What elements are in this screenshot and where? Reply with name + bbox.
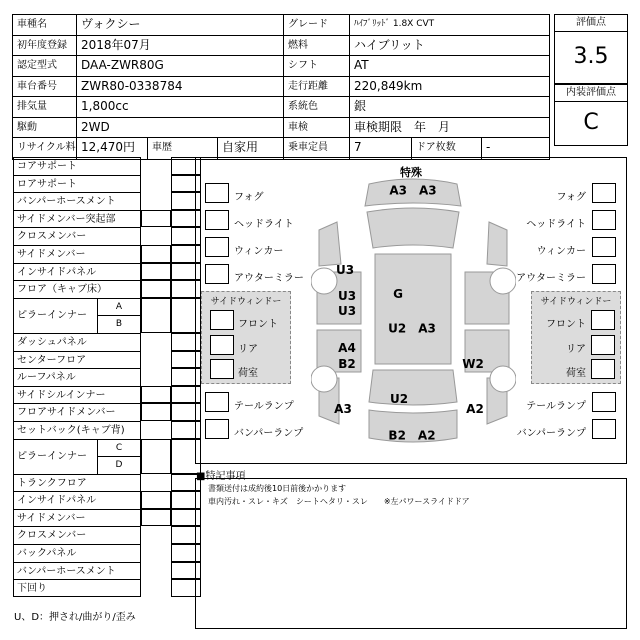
frame-item-label: センターフロア: [13, 351, 141, 369]
side-window-right-rear-label: リア: [566, 344, 586, 355]
first-registration-value: 2018年07月: [77, 36, 284, 56]
right-front-wheel: [490, 268, 516, 294]
mirror-left-checkbox[interactable]: [205, 264, 229, 284]
side-window-left-front-checkbox[interactable]: [210, 310, 234, 330]
frame-row: [13, 210, 190, 228]
frame-item-label: ピラーインナー: [13, 439, 98, 474]
side-window-left-title: サイドウィンドー: [210, 297, 282, 307]
inspection-label: 車検: [284, 118, 350, 138]
grade-value: ﾊｲﾌﾞﾘｯﾄﾞ 1.8X CVT: [354, 19, 435, 29]
winker-right-checkbox[interactable]: [592, 237, 616, 257]
recycle-fee-label: リサイクル料: [13, 138, 77, 159]
first-registration-label: 初年度登録: [13, 36, 77, 56]
fuel-label: 燃料: [284, 36, 350, 56]
rating-box: [554, 14, 628, 84]
interior-rating-value: C: [583, 110, 599, 135]
mark-rear-bumper: B2 A2: [388, 428, 436, 443]
taillamp-right-checkbox[interactable]: [592, 392, 616, 412]
left-front-wheel: [311, 268, 337, 294]
bumperlamp-right-checkbox[interactable]: [592, 419, 616, 439]
frame-item-label: セットバック(キャブ背): [13, 421, 141, 439]
inspection-value: 車検期限 年 月: [354, 119, 451, 134]
info-row: [13, 97, 549, 118]
side-window-right-rear-checkbox[interactable]: [591, 335, 615, 355]
frame-check-box-left[interactable]: [141, 245, 171, 263]
frame-item-label: ロアサポート: [13, 175, 141, 193]
mark-rear-hatch: U2: [389, 392, 409, 406]
mark-right-rear-quarter: A2: [466, 402, 484, 416]
rating-value: 3.5: [573, 44, 609, 69]
frame-row: [13, 351, 190, 369]
winker-right-label: ウィンカー: [536, 246, 586, 257]
frame-item-label: クロスメンバー: [13, 227, 141, 245]
fuel-value: ハイブリット: [354, 37, 425, 52]
car-diagram: [195, 157, 627, 464]
frame-item-label: コアサポート: [13, 157, 141, 175]
mark-left-front-door-1: U3: [337, 289, 357, 303]
mark-right-rear-door: W2: [462, 357, 484, 371]
capacity-label: 乗車定員: [284, 138, 350, 159]
vehicle-info-table: [12, 14, 550, 160]
mirror-left-label: アウターミラー: [234, 273, 304, 284]
notes-title: ■特記事項: [196, 471, 246, 482]
frame-item-label: サイドシルインナー: [13, 386, 141, 404]
right-front-fender-panel: [487, 222, 507, 266]
mark-left-rear-door-2: B2: [338, 357, 356, 371]
notes-box: [195, 478, 627, 629]
mirror-right-checkbox[interactable]: [592, 264, 616, 284]
mileage-label: 走行距離: [284, 77, 350, 97]
frame-check-box-left[interactable]: [141, 263, 171, 281]
frame-check-box-left[interactable]: [141, 439, 171, 474]
frame-item-label: ピラーインナー: [13, 298, 98, 333]
history-label: 車歴: [148, 138, 218, 159]
taillamp-left-label: テールランプ: [234, 401, 294, 412]
info-row: [13, 36, 549, 57]
side-window-right-panel: [531, 291, 621, 384]
frame-row: [13, 333, 190, 351]
side-window-right-cargo-checkbox[interactable]: [591, 359, 615, 379]
pillar-sub-b: B: [98, 315, 141, 333]
frame-check-box-left[interactable]: [141, 509, 171, 527]
displacement-label: 排気量: [13, 97, 77, 117]
frame-item-label: サイドメンバー: [13, 245, 141, 263]
frame-item-label: フロアサイドメンバー: [13, 403, 141, 421]
frame-item-label: 下回り: [13, 579, 141, 597]
frame-item-label: ルーフパネル: [13, 368, 141, 386]
info-row: [13, 77, 549, 98]
side-window-left-cargo-label: 荷室: [238, 368, 258, 379]
left-rear-wheel: [311, 366, 337, 392]
info-row: [13, 56, 549, 77]
mark-left-rear-quarter: A3: [334, 402, 352, 416]
winker-left-label: ウィンカー: [234, 246, 284, 257]
frame-inspection-table: [13, 157, 190, 597]
headlight-left-checkbox[interactable]: [205, 210, 229, 230]
frame-row: [13, 403, 190, 421]
frame-row: [13, 474, 190, 492]
taillamp-left-checkbox[interactable]: [205, 392, 229, 412]
frame-row: [13, 245, 190, 263]
chassis-number-label: 車台番号: [13, 77, 77, 97]
windshield-panel: [367, 208, 459, 248]
frame-item-label: サイドメンバー: [13, 509, 141, 527]
bumperlamp-left-label: バンパーランプ: [234, 428, 304, 439]
frame-check-box-left[interactable]: [141, 491, 171, 509]
frame-row: [13, 526, 190, 544]
roof-panel: [375, 254, 451, 364]
info-row: [13, 118, 549, 139]
interior-rating-box: [554, 84, 628, 146]
color-value: 銀: [354, 99, 367, 113]
fog-right-label: フォグ: [556, 192, 586, 203]
frame-item-label: サイドメンバー突起部: [13, 210, 141, 228]
bumperlamp-right-label: バンパーランプ: [516, 428, 586, 439]
drive-label: 駆動: [13, 118, 77, 138]
history-value: 自家用: [218, 138, 284, 159]
certified-type-label: 認定型式: [13, 56, 77, 76]
interior-rating-label: 内装評価点: [555, 85, 627, 102]
frame-item-label: インサイドパネル: [13, 263, 141, 281]
model-label: 車種名: [13, 15, 77, 35]
mark-left-front-fender: U3: [335, 263, 355, 277]
frame-row: [13, 579, 190, 597]
side-window-left-panel: [201, 291, 291, 384]
frame-item-label: フロア（キャブ床）: [13, 280, 141, 298]
side-window-left-cargo-checkbox[interactable]: [210, 359, 234, 379]
rating-label: 評価点: [555, 15, 627, 32]
mark-roof-rear: U2 A3: [388, 321, 436, 336]
headlight-right-label: ヘッドライト: [526, 219, 586, 230]
drive-value: 2WD: [77, 118, 284, 138]
displacement-value: 1,800cc: [77, 97, 284, 117]
side-window-right-front-checkbox[interactable]: [591, 310, 615, 330]
frame-item-label: インサイドパネル: [13, 491, 141, 509]
frame-row-pillar-rear: [13, 439, 190, 474]
frame-check-box-left[interactable]: [141, 403, 171, 421]
pillar-sub-c: C: [98, 439, 141, 457]
shift-value: AT: [354, 58, 369, 72]
info-row: [13, 15, 549, 36]
frame-row: [13, 368, 190, 386]
bumperlamp-left-checkbox[interactable]: [205, 419, 229, 439]
pillar-sub-a: A: [98, 298, 141, 316]
mark-roof: G: [393, 287, 403, 301]
frame-row: [13, 227, 190, 245]
side-window-left-rear-checkbox[interactable]: [210, 335, 234, 355]
frame-row: [13, 386, 190, 404]
frame-item-label: ダッシュパネル: [13, 333, 141, 351]
frame-row: [13, 509, 190, 527]
frame-item-label: バンパーホースメント: [13, 192, 141, 210]
mileage-value: 220,849km: [354, 78, 423, 93]
headlight-right-checkbox[interactable]: [592, 210, 616, 230]
frame-item-label: クロスメンバー: [13, 526, 141, 544]
grade-label: グレード: [284, 15, 350, 35]
pillar-sub-d: D: [98, 456, 141, 474]
frame-check-box-left[interactable]: [141, 386, 171, 404]
model-value: ヴォクシー: [77, 15, 284, 35]
frame-check-box-left[interactable]: [141, 280, 171, 298]
diagram-title: 特殊: [400, 166, 422, 179]
right-rear-wheel: [490, 366, 516, 392]
rear-hatch-panel: [369, 370, 457, 405]
winker-left-checkbox[interactable]: [205, 237, 229, 257]
fog-left-label: フォグ: [234, 192, 264, 203]
frame-item-label: トランクフロア: [13, 474, 141, 492]
frame-row: [13, 192, 190, 210]
frame-row: [13, 421, 190, 439]
frame-row: [13, 562, 190, 580]
doors-value: -: [486, 140, 491, 154]
notes-line: 書類送付は成約後10日前後かかります: [208, 484, 347, 493]
side-window-left-rear-label: リア: [238, 344, 258, 355]
taillamp-right-label: テールランプ: [526, 401, 586, 412]
capacity-value: 7: [350, 138, 412, 159]
info-row: [13, 138, 549, 159]
left-front-fender-panel: [319, 222, 341, 266]
headlight-left-label: ヘッドライト: [234, 219, 294, 230]
frame-row: [13, 175, 190, 193]
recycle-fee-value: 12,470円: [77, 138, 148, 159]
frame-row: [13, 157, 190, 175]
certified-type-value: DAA-ZWR80G: [77, 56, 284, 76]
frame-row: [13, 263, 190, 281]
damage-legend: U、D：押され/曲がり/歪み: [14, 612, 136, 623]
notes-line: 車内汚れ・スレ・キズ シートヘタリ・スレ ※左パワースライドドア: [208, 497, 470, 506]
mark-hood: A3 A3: [389, 183, 437, 198]
doors-label: ドア枚数: [412, 138, 482, 159]
frame-check-box-left[interactable]: [141, 298, 171, 333]
side-window-right-title: サイドウィンドー: [540, 297, 612, 307]
frame-row: [13, 544, 190, 562]
shift-label: シフト: [284, 56, 350, 76]
chassis-number-value: ZWR80-0338784: [77, 77, 284, 97]
fog-right-checkbox[interactable]: [592, 183, 616, 203]
side-window-left-front-label: フロント: [238, 319, 278, 330]
frame-row-pillar-front: [13, 298, 190, 333]
frame-row: [13, 280, 190, 298]
color-label: 系統色: [284, 97, 350, 117]
mark-left-rear-door-1: A4: [338, 341, 356, 355]
frame-check-box-left[interactable]: [141, 210, 171, 228]
fog-left-checkbox[interactable]: [205, 183, 229, 203]
side-window-right-front-label: フロント: [546, 319, 586, 330]
frame-row: [13, 491, 190, 509]
frame-item-label: バンパーホースメント: [13, 562, 141, 580]
side-window-right-cargo-label: 荷室: [566, 368, 586, 379]
mark-left-front-door-2: U3: [337, 304, 357, 318]
mirror-right-label: アウターミラー: [516, 273, 586, 284]
frame-item-label: バックパネル: [13, 544, 141, 562]
